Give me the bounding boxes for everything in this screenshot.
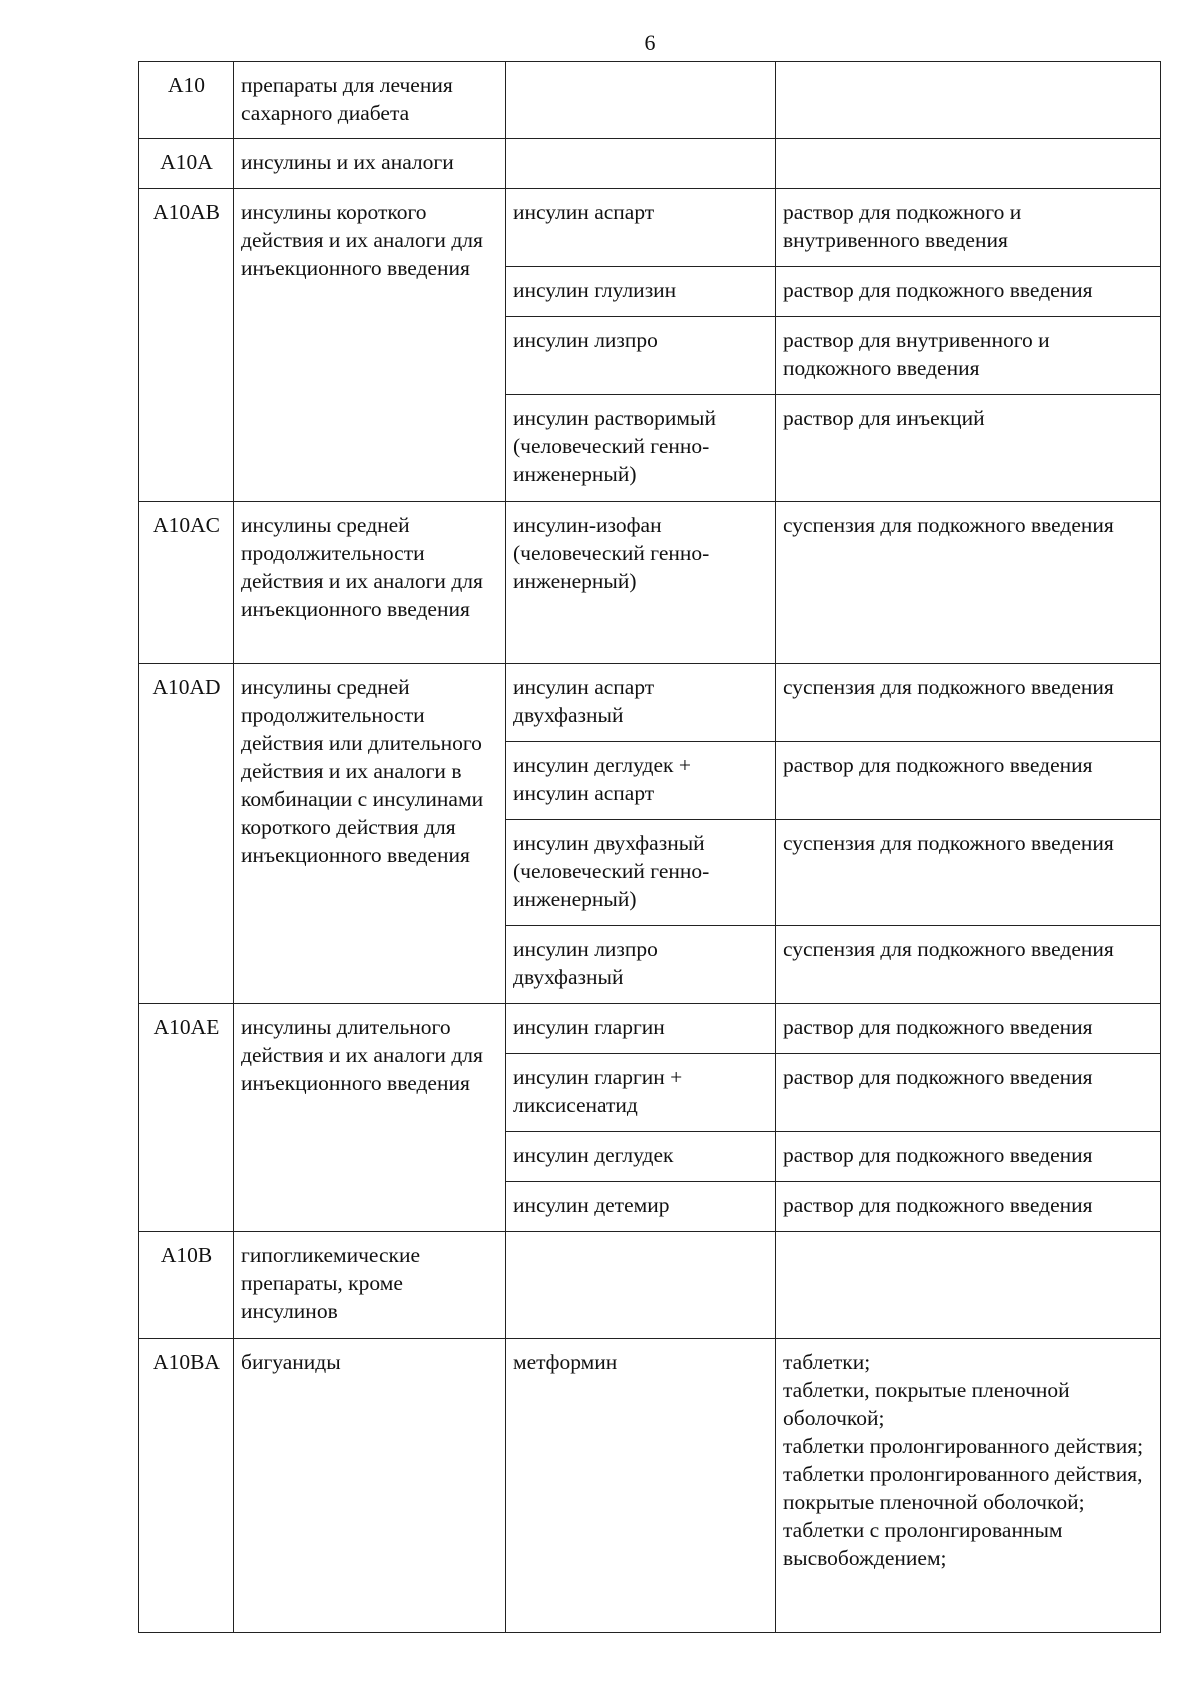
drug-name: инсулин детемир [506, 1182, 776, 1232]
dosage-form [776, 62, 1161, 139]
atc-code: A10B [139, 1232, 234, 1339]
drug-name: метформин [506, 1339, 776, 1633]
dosage-form: раствор для подкожного и внутривенного введения [776, 189, 1161, 267]
dosage-form-line: таблетки пролонгированного действия; [783, 1434, 1144, 1458]
drug-name: инсулин лизпро [506, 317, 776, 395]
atc-code: A10A [139, 139, 234, 189]
group-name: инсулины средней продолжительности действия и их аналоги для инъекционного введения [234, 502, 506, 664]
dosage-form: раствор для подкожного введения [776, 742, 1161, 820]
atc-code: A10AC [139, 502, 234, 664]
drug-name: инсулин глулизин [506, 267, 776, 317]
dosage-form: раствор для подкожного введения [776, 1054, 1161, 1132]
table-row [139, 189, 1161, 267]
table-row [139, 502, 1161, 664]
group-name: препараты для лечения сахарного диабета [234, 62, 506, 139]
group-name: инсулины и их аналоги [234, 139, 506, 189]
drug-name: инсулин аспарт [506, 189, 776, 267]
table-row [139, 139, 1161, 189]
dosage-form: раствор для подкожного введения [776, 1182, 1161, 1232]
drug-name: инсулин лизпро двухфазный [506, 926, 776, 1004]
drug-name: инсулин-изофан (человеческий генно-инженерный) [506, 502, 776, 664]
atc-code: A10 [139, 62, 234, 139]
drug-classification-table [138, 61, 1161, 1633]
group-name: инсулины средней продолжительности действия или длительного действия и их аналоги в комбинации с инсулинами короткого действия для инъекционного введения [234, 664, 506, 1004]
atc-code: A10AE [139, 1004, 234, 1232]
group-name: инсулины короткого действия и их аналоги для инъекционного введения [234, 189, 506, 502]
dosage-form [776, 1232, 1161, 1339]
page-number: 6 [644, 30, 656, 55]
drug-name: инсулин гларгин + ликсисенатид [506, 1054, 776, 1132]
drug-name [506, 1232, 776, 1339]
dosage-form-line: таблетки, покрытые пленочной оболочкой; [783, 1378, 1070, 1430]
drug-name: инсулин растворимый (человеческий генно-инженерный) [506, 395, 776, 502]
table-row [139, 1339, 1161, 1633]
dosage-form: суспензия для подкожного введения [776, 502, 1161, 664]
table-row [139, 62, 1161, 139]
dosage-form: раствор для подкожного введения [776, 267, 1161, 317]
atc-code: A10AD [139, 664, 234, 1004]
dosage-form: раствор для подкожного введения [776, 1132, 1161, 1182]
dosage-form-line: таблетки пролонгированного действия, покрытые пленочной оболочкой; [783, 1462, 1143, 1514]
dosage-form-line: таблетки с пролонгированным высвобождением; [783, 1518, 1063, 1570]
drug-name: инсулин деглудек + инсулин аспарт [506, 742, 776, 820]
drug-name [506, 62, 776, 139]
dosage-form: раствор для внутривенного и подкожного введения [776, 317, 1161, 395]
dosage-form: раствор для подкожного введения [776, 1004, 1161, 1054]
dosage-form-line: таблетки; [783, 1350, 871, 1374]
drug-name: инсулин деглудек [506, 1132, 776, 1182]
atc-code: A10AB [139, 189, 234, 502]
group-name: бигуаниды [234, 1339, 506, 1633]
dosage-form: суспензия для подкожного введения [776, 926, 1161, 1004]
drug-name: инсулин аспарт двухфазный [506, 664, 776, 742]
drug-name: инсулин гларгин [506, 1004, 776, 1054]
dosage-form: суспензия для подкожного введения [776, 820, 1161, 926]
group-name: инсулины длительного действия и их аналоги для инъекционного введения [234, 1004, 506, 1232]
table-row [139, 664, 1161, 742]
dosage-form: раствор для инъекций [776, 395, 1161, 502]
atc-code: A10BA [139, 1339, 234, 1633]
table-row [139, 1232, 1161, 1339]
dosage-form-list [776, 1339, 1161, 1633]
drug-name [506, 139, 776, 189]
table-row [139, 1004, 1161, 1054]
dosage-form [776, 139, 1161, 189]
group-name: гипогликемические препараты, кроме инсулинов [234, 1232, 506, 1339]
drug-name: инсулин двухфазный (человеческий генно-инженерный) [506, 820, 776, 926]
dosage-form: суспензия для подкожного введения [776, 664, 1161, 742]
